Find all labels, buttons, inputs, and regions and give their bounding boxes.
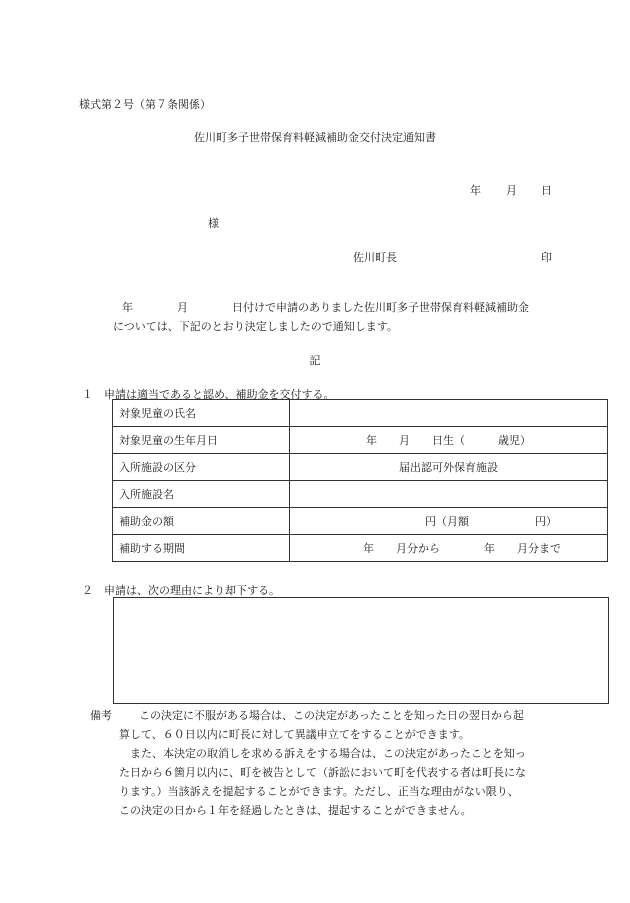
grant-detail-table <box>112 399 608 562</box>
table-row <box>113 454 608 481</box>
row-value: 届出認可外保育施設 <box>290 454 608 481</box>
item-2-heading: ２ 申請は、次の理由により却下する。 <box>82 584 280 597</box>
row-label: 補助する期間 <box>113 535 290 562</box>
remarks-line-2: 算して、６０日以内に町長に対して異議申立てをすることができます。 <box>119 728 470 741</box>
table-row <box>113 427 608 454</box>
remarks-line-6: この決定の日から１年を経過したときは、提起することができません。 <box>119 804 472 817</box>
row-label: 入所施設名 <box>113 481 290 508</box>
row-value: 年 月 日生（ 歳児） <box>290 427 608 454</box>
row-label: 入所施設の区分 <box>113 454 290 481</box>
recipient-honorific: 様 <box>208 217 219 230</box>
remarks-line-3: また、本決定の取消しを求める訴えをする場合は、この決定があったことを知っ <box>130 747 526 760</box>
body-line-1-text: 日付けで申請のありました佐川町多子世帯保育料軽減補助金 <box>232 301 529 314</box>
row-value <box>290 400 608 427</box>
table-row <box>113 508 608 535</box>
form-number: 様式第２号（第７条関係） <box>79 98 211 111</box>
row-value: 円（月額 円） <box>290 508 608 535</box>
item-1-heading: １ 申請は適当であると認め、補助金を交付する。 <box>82 388 335 401</box>
remarks-line-1: この決定に不服がある場合は、この決定があったことを知った日の翌日から起 <box>139 709 524 722</box>
seal-mark: 印 <box>541 251 552 264</box>
table-row <box>113 481 608 508</box>
rejection-reason-box <box>113 597 609 704</box>
date-day-label: 日 <box>541 184 552 197</box>
remarks-line-5: ります。）当該訴えを提起することができます。ただし、正当な理由がない限り、 <box>119 785 519 798</box>
body-year-label: 年 <box>122 301 133 314</box>
body-line-1 <box>118 298 529 317</box>
row-value <box>290 481 608 508</box>
document-title: 佐川町多子世帯保育料軽減補助金交付決定通知書 <box>194 131 436 144</box>
row-label: 対象児童の生年月日 <box>113 427 290 454</box>
table-row <box>113 535 608 562</box>
ki-heading: 記 <box>309 354 321 367</box>
row-label: 補助金の額 <box>113 508 290 535</box>
row-label: 対象児童の氏名 <box>113 400 290 427</box>
remarks-label: 備考 <box>90 709 112 722</box>
remarks-line-4: た日から６箇月以内に、町を被告として（訴訟において町を代表する者は町長にな <box>119 766 526 779</box>
issuer-title: 佐川町長 <box>353 251 397 264</box>
row-value: 年 月分から 年 月分まで <box>290 535 608 562</box>
date-year-label: 年 <box>470 184 481 197</box>
body-paragraph <box>113 298 529 336</box>
body-line-2: については、下記のとおり決定しましたので通知します。 <box>113 320 398 333</box>
table-row <box>113 400 608 427</box>
date-month-label: 月 <box>506 184 517 197</box>
body-month-label: 月 <box>177 301 188 314</box>
